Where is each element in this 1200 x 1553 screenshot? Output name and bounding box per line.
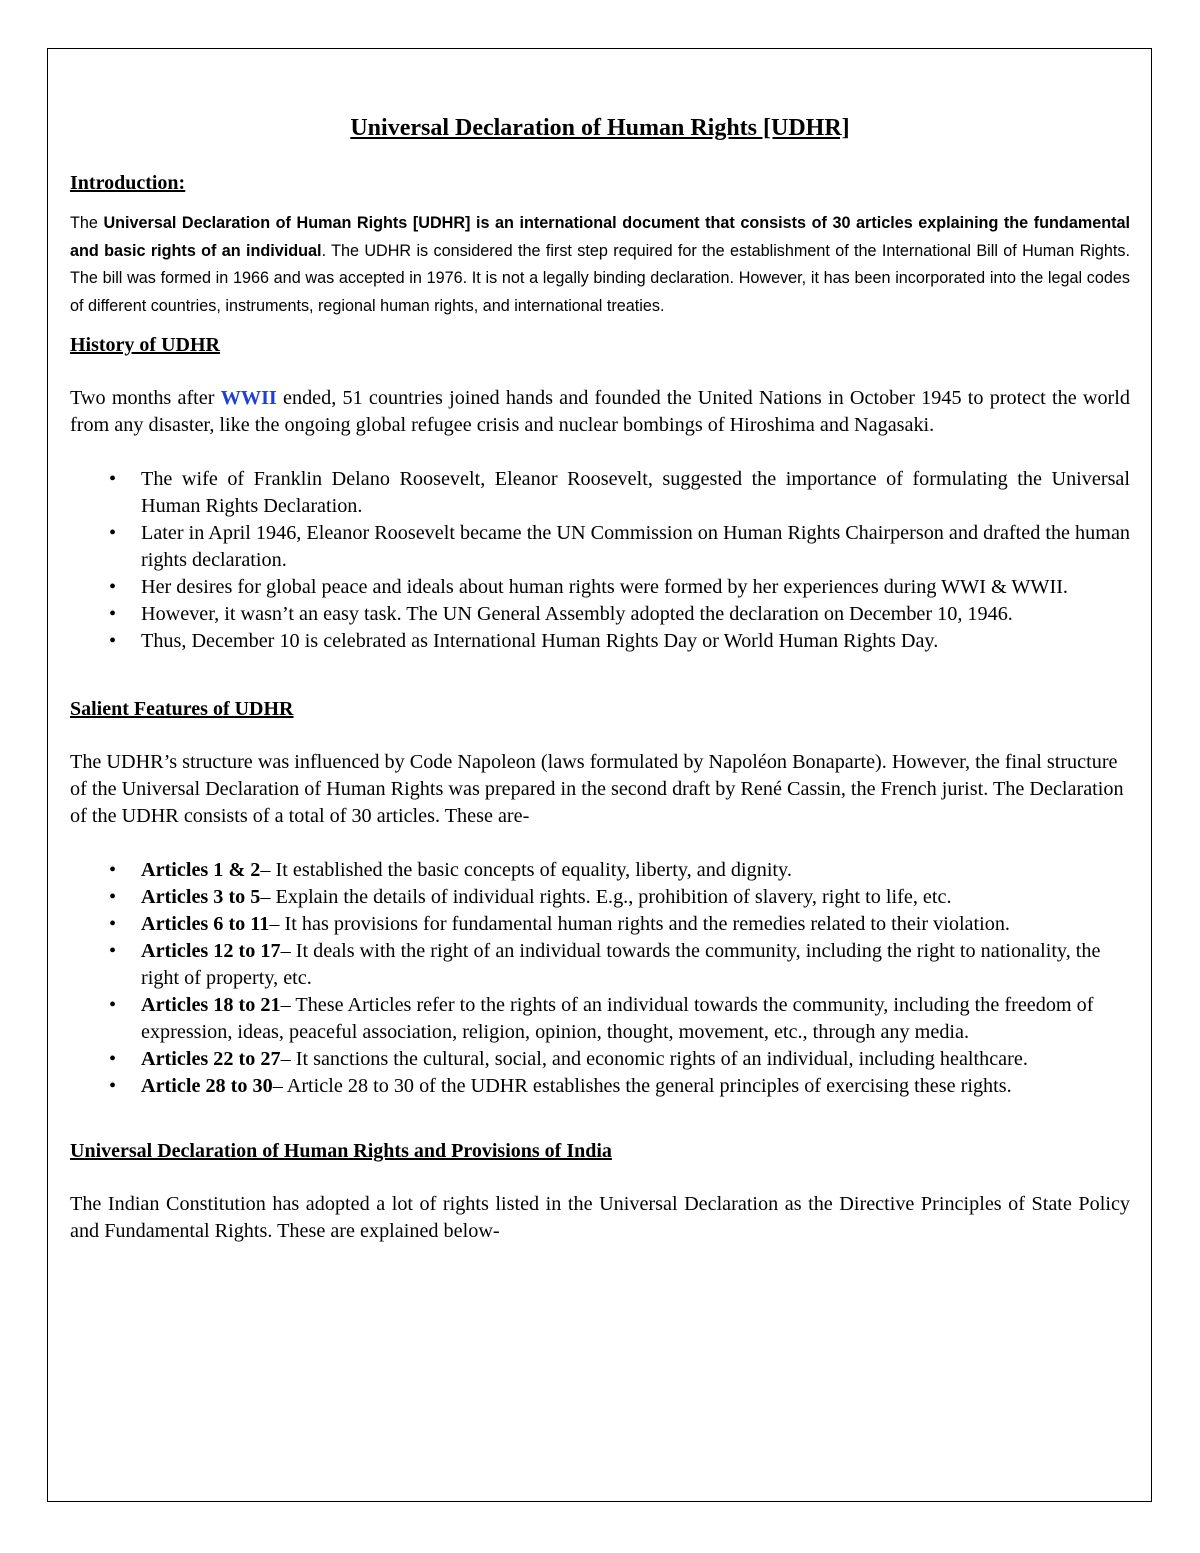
- history-bullet-list: [70, 466, 1130, 655]
- list-item: • Later in April 1946, Eleanor Roosevelt became the UN Commission on Human Rights Chairperson and drafted the human rights declaration.: [109, 522, 1130, 572]
- introduction-heading: Introduction:: [70, 172, 186, 194]
- list-item: • Articles 3 to 5– Explain the details of individual rights. E.g., prohibition of slavery, right to life, etc.: [70, 884, 1130, 911]
- bullet-icon: •: [109, 576, 117, 599]
- salient-features-paragraph: The UDHR’s structure was influenced by Code Napoleon (laws formulated by Napoléon Bonaparte). However, the final structure of the Universal Declaration of Human Rights was prepared in the second draft by René Cassin, the French jurist. The Declaration of the UDHR consists of a total of 30 articles. These are-: [70, 751, 1124, 828]
- list-item: • Thus, December 10 is celebrated as International Human Rights Day or World Human Rights Day.: [70, 628, 1130, 655]
- document-body: [70, 112, 1130, 1245]
- list-item: • Articles 22 to 27– It sanctions the cultural, social, and economic rights of an individual, including healthcare.: [70, 1046, 1130, 1073]
- list-item: • Articles 1 & 2– It established the basic concepts of equality, liberty, and dignity.: [70, 857, 1130, 884]
- bullet-icon: •: [109, 886, 117, 909]
- bullet-icon: •: [109, 522, 117, 545]
- list-item: • The wife of Franklin Delano Roosevelt, Eleanor Roosevelt, suggested the importance of formulating the Universal Human Rights Declaration.: [109, 468, 1130, 518]
- articles-bullet-list: [70, 857, 1130, 1100]
- bullet-icon: •: [109, 940, 117, 963]
- wwii-link[interactable]: WWII: [220, 387, 277, 410]
- bullet-icon: •: [109, 913, 117, 936]
- history-heading: History of UDHR: [70, 334, 220, 357]
- bullet-icon: •: [109, 1048, 117, 1071]
- bullet-icon: •: [109, 1075, 117, 1098]
- introduction-paragraph: The Universal Declaration of Human Rights [UDHR] is an international document that consists of 30 articles explaining the fundamental and basic rights of an individual. The UDHR is considered the first step required for the establishment of the International Bill of Human Rights. The bill was formed in 1966 and was accepted in 1976. It is not a legally binding declaration. However, it has been incorporated into the legal codes of different countries, instruments, regional human rights, and international treaties.: [70, 214, 1130, 315]
- bullet-icon: •: [109, 994, 117, 1017]
- bullet-icon: •: [109, 859, 117, 882]
- bullet-icon: •: [109, 630, 117, 653]
- bullet-icon: •: [109, 603, 117, 626]
- list-item: • However, it wasn’t an easy task. The UN General Assembly adopted the declaration on December 10, 1946.: [70, 601, 1130, 628]
- india-provisions-paragraph: The Indian Constitution has adopted a lot of rights listed in the Universal Declaration as the Directive Principles of State Policy and Fundamental Rights. These are explained below-: [70, 1193, 1130, 1243]
- history-paragraph: Two months after WWII ended, 51 countries joined hands and founded the United Nations in October 1945 to protect the world from any disaster, like the ongoing global refugee crisis and nuclear bombings of Hiroshima and Nagasaki.: [70, 387, 1130, 437]
- list-item: • Articles 18 to 21– These Articles refer to the rights of an individual towards the community, including the freedom of expression, ideas, peaceful association, religion, opinion, thought, movement, etc., through any media.: [109, 994, 1094, 1044]
- india-provisions-heading: Universal Declaration of Human Rights and Provisions of India: [70, 1140, 612, 1163]
- salient-features-heading: Salient Features of UDHR: [70, 698, 294, 721]
- bullet-icon: •: [109, 468, 117, 491]
- introduction-bold-text: Universal Declaration of Human Rights [UDHR] is an international document that consists of 30 articles explaining the fundamental and basic rights of an individual: [70, 214, 1130, 260]
- list-item: • Articles 12 to 17– It deals with the right of an individual towards the community, including the right to nationality, the right of property, etc.: [109, 940, 1101, 990]
- page-title: Universal Declaration of Human Rights [UDHR]: [350, 115, 850, 141]
- list-item: • Articles 6 to 11– It has provisions for fundamental human rights and the remedies related to their violation.: [70, 911, 1130, 938]
- list-item: • Article 28 to 30– Article 28 to 30 of the UDHR establishes the general principles of exercising these rights.: [70, 1073, 1130, 1100]
- list-item: • Her desires for global peace and ideals about human rights were formed by her experiences during WWI & WWII.: [70, 574, 1130, 601]
